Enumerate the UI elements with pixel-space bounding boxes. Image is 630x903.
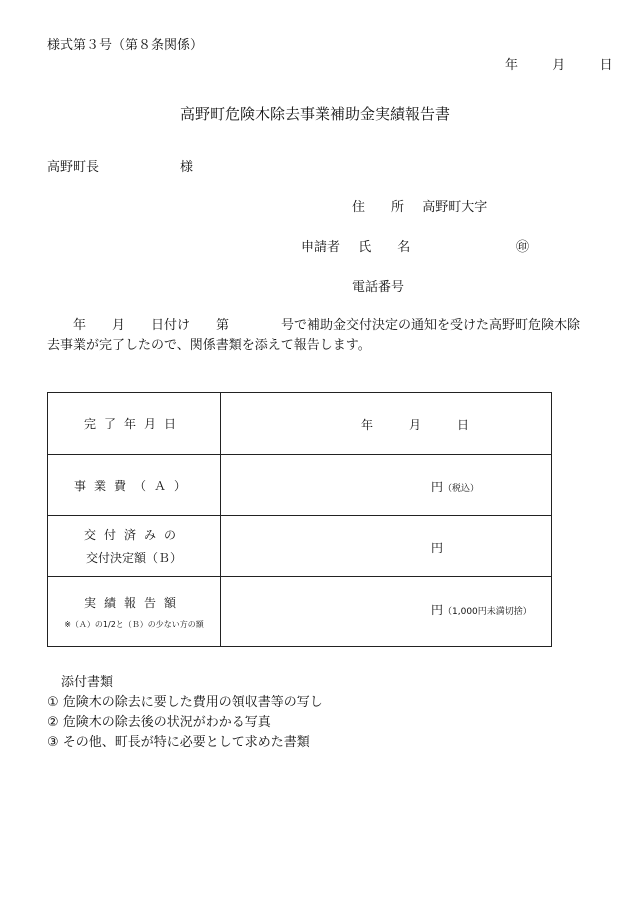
report-table bbox=[47, 392, 552, 647]
applicant-label: 申請者 bbox=[301, 240, 341, 255]
address-label: 住 所 bbox=[352, 200, 405, 215]
attachment-item-2: ② 危険木の除去後の状況がわかる写真 bbox=[47, 715, 271, 730]
granted-amount-label: 交付済みの 交付決定額（Ｂ） bbox=[48, 516, 221, 577]
statement-line-2: 去事業が完了したので、関係書類を添えて報告します。 bbox=[47, 338, 371, 353]
name-row bbox=[301, 236, 530, 255]
addressee bbox=[47, 156, 194, 175]
addressee-name: 高野町長 bbox=[47, 160, 100, 175]
addressee-honorific: 様 bbox=[180, 160, 194, 175]
form-number: 様式第３号（第８条関係） bbox=[47, 38, 204, 53]
date-day: 日 bbox=[599, 58, 613, 73]
table-row bbox=[48, 393, 552, 455]
actual-amount-note: ※（Ａ）の1/2と（Ｂ）の少ない方の額 bbox=[64, 619, 204, 629]
report-statement bbox=[47, 316, 607, 356]
date-year: 年 bbox=[505, 58, 519, 73]
seal-mark: ㊞ bbox=[516, 240, 530, 255]
address-value: 高野町大字 bbox=[422, 200, 488, 215]
completion-date-label: 完了年月日 bbox=[48, 393, 221, 455]
table-row bbox=[48, 577, 552, 647]
name-label: 氏 名 bbox=[358, 240, 411, 255]
actual-report-amount-label: 実績報告額 ※（Ａ）の1/2と（Ｂ）の少ない方の額 bbox=[48, 577, 221, 647]
table-row bbox=[48, 516, 552, 577]
statement-line-1: 年 月 日付け 第 号で補助金交付決定の通知を受けた高野町危険木除 bbox=[47, 318, 581, 333]
attachment-item-3: ③ その他、町長が特に必要として求めた書類 bbox=[47, 735, 310, 750]
attachments-title: 添付書類 bbox=[61, 675, 114, 690]
project-cost-value: 円（税込） bbox=[221, 455, 552, 516]
project-cost-label: 事業費（Ａ） bbox=[48, 455, 221, 516]
completion-date-value: 年 月 日 bbox=[221, 393, 552, 455]
attachment-item-1: ① 危険木の除去に要した費用の領収書等の写し bbox=[47, 695, 323, 710]
actual-report-amount-value: 円（1,000円未満切捨） bbox=[221, 577, 552, 647]
granted-amount-value: 円 bbox=[221, 516, 552, 577]
date-month: 月 bbox=[552, 58, 566, 73]
document-title: 高野町危険木除去事業補助金実績報告書 bbox=[179, 105, 450, 123]
address-row bbox=[352, 196, 487, 215]
table-row bbox=[48, 455, 552, 516]
telephone-label: 電話番号 bbox=[352, 280, 405, 295]
submission-date bbox=[505, 54, 613, 73]
